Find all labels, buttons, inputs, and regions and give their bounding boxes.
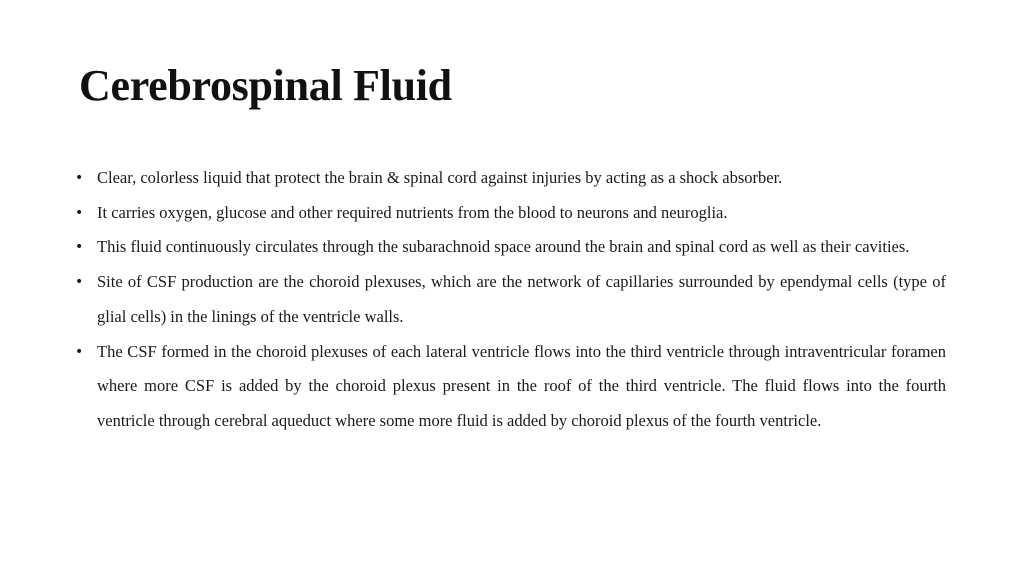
bullet-text: This fluid continuously circulates through the subarachnoid space around the brain and spinal cord as well as their cavities. (97, 237, 910, 257)
bullet-text: It carries oxygen, glucose and other required nutrients from the blood to neurons and neuroglia. (97, 202, 728, 222)
bullet-icon: • (75, 274, 84, 291)
bullet-icon: • (75, 204, 84, 221)
bullet-text: Clear, colorless liquid that protect the brain & spinal cord against injuries by acting as a shock absorber. (97, 168, 783, 187)
slide-title: Cerebrospinal Fluid (79, 61, 452, 110)
bullet-item (75, 265, 946, 334)
bullet-icon: • (75, 343, 84, 360)
bullet-list (75, 161, 946, 439)
bullet-item (75, 196, 946, 231)
bullet-text: Site of CSF production are the choroid plexuses, which are the network of capillaries surrounded by ependymal cells (type of glial cells) in the linings of the ventricle walls. (97, 272, 946, 326)
bullet-icon: • (75, 239, 84, 256)
bullet-item (75, 335, 946, 439)
bullet-icon: • (75, 170, 84, 186)
bullet-item (75, 161, 946, 196)
bullet-item (75, 230, 946, 265)
bullet-text: The CSF formed in the choroid plexuses of each lateral ventricle flows into the third ventricle through intraventricular foramen where more CSF is added by the choroid plexus present in the roof of the third ventricle. The fluid flows into the fourth ventricle through cerebral aqueduct where some more fluid is added by choroid plexus of the fourth ventricle. (97, 341, 946, 430)
